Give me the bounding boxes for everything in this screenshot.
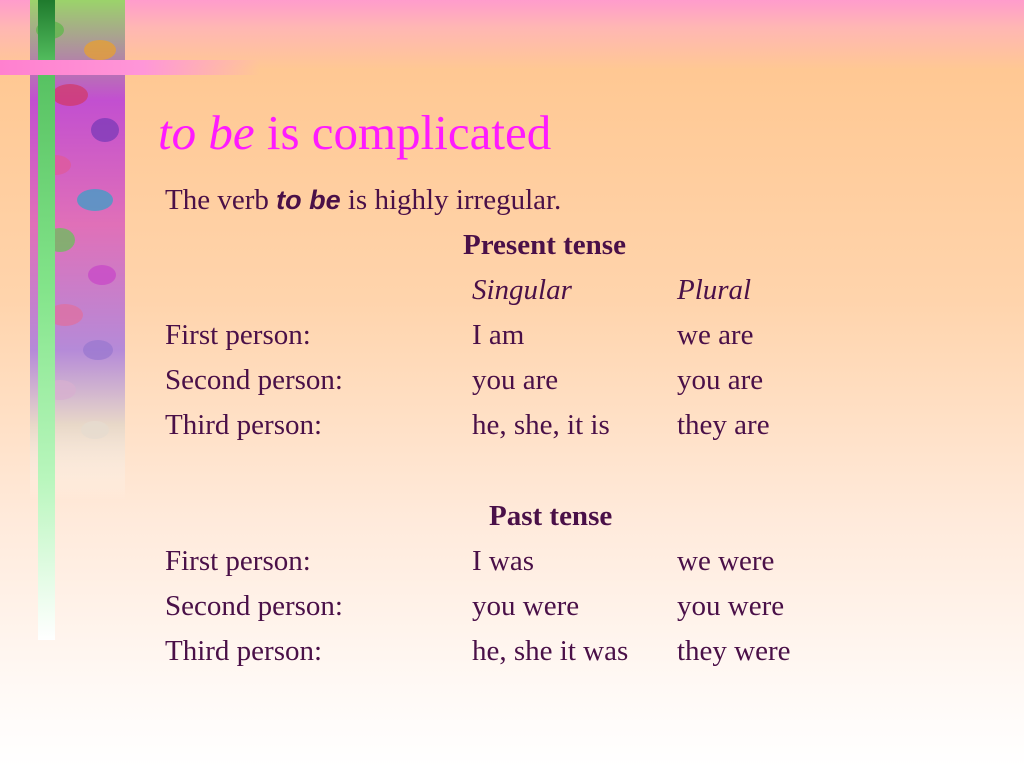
- past-row-person: Second person:: [165, 590, 343, 622]
- present-row-person: Third person:: [165, 409, 323, 441]
- past-row-singular: he, she it was: [472, 635, 629, 667]
- present-row-plural: we are: [677, 319, 754, 351]
- past-row-person: Third person:: [165, 635, 323, 667]
- past-row-singular: I was: [472, 545, 535, 577]
- past-row-person: First person:: [165, 545, 311, 577]
- present-row-person: Second person:: [165, 364, 343, 396]
- present-row-plural: you are: [677, 364, 764, 396]
- green-vertical-bar: [38, 0, 55, 640]
- title-italic-part: to be: [158, 105, 255, 160]
- intro-line: [165, 184, 561, 217]
- present-row-singular: you are: [472, 364, 559, 396]
- present-row-person: First person:: [165, 319, 311, 351]
- present-row-plural: they are: [677, 409, 770, 441]
- past-row-plural: they were: [677, 635, 791, 667]
- intro-after: is highly irregular.: [340, 184, 562, 216]
- singular-column-header: Singular: [472, 274, 572, 306]
- present-tense-heading: Present tense: [463, 229, 626, 261]
- past-row-plural: you were: [677, 590, 785, 622]
- past-row-plural: we were: [677, 545, 775, 577]
- past-tense-heading: Past tense: [489, 500, 613, 532]
- present-row-singular: I am: [472, 319, 525, 351]
- title-rest: is complicated: [266, 105, 552, 160]
- intro-keyword: to be: [276, 185, 341, 215]
- plural-column-header: Plural: [677, 274, 752, 306]
- slide-title: [158, 104, 551, 161]
- intro-before: The verb: [165, 184, 277, 216]
- pink-horizontal-bar: [0, 60, 260, 75]
- present-row-singular: he, she, it is: [472, 409, 610, 441]
- past-row-singular: you were: [472, 590, 580, 622]
